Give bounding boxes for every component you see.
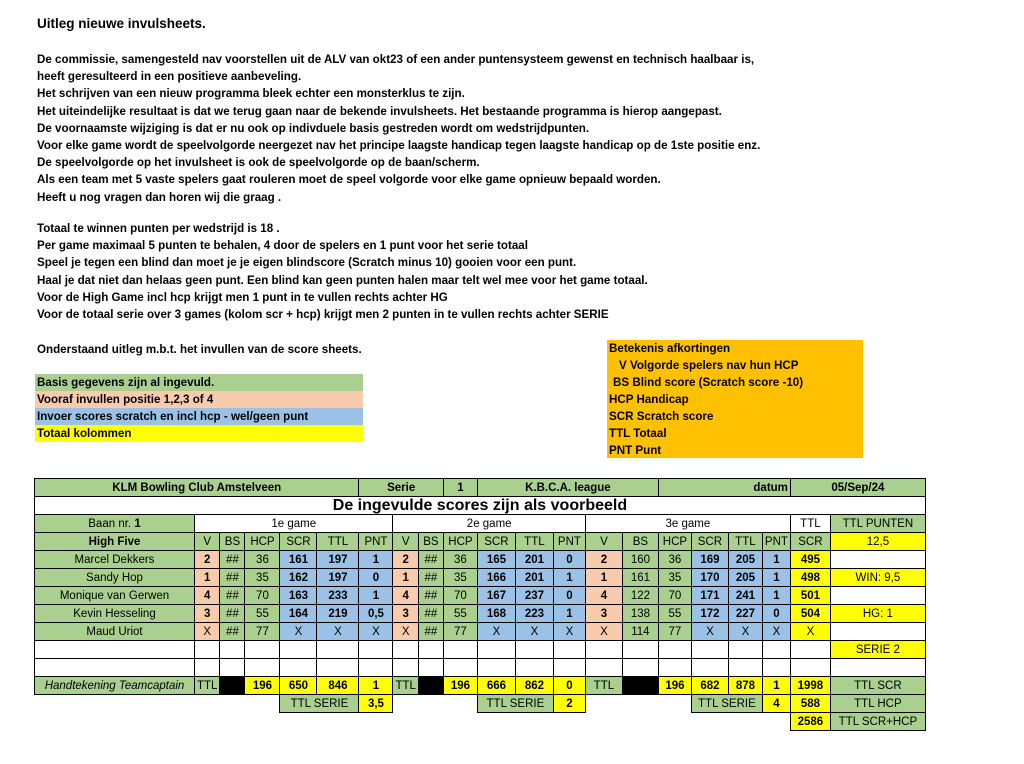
datum-value: 05/Sep/24 [790,479,925,497]
ttl-cell[interactable]: 219 [317,605,359,623]
abbr-title: Betekenis afkortingen [609,342,731,355]
black-cell [622,677,658,695]
table-row [35,569,926,587]
pos-cell[interactable]: 4 [585,587,622,605]
col-header: TTL [728,533,762,551]
ttl-ttl: 862 [515,677,553,695]
abbr-bs: BS Blind score (Scratch score -10) [613,376,804,389]
ttl-cell[interactable]: X [317,623,359,641]
pos-cell[interactable]: X [585,623,622,641]
ttl-cell[interactable]: 201 [515,551,553,569]
legend-vooraf: Vooraf invullen positie 1,2,3 of 4 [35,391,363,408]
pos-cell[interactable]: 4 [195,587,220,605]
col-header: PNT [359,533,393,551]
scr-cell[interactable]: 167 [477,587,515,605]
scr-cell[interactable]: 163 [280,587,317,605]
col-header: SCR [280,533,317,551]
pos-cell[interactable]: 1 [393,569,418,587]
pnt-cell[interactable]: 0,5 [359,605,393,623]
hcp-cell: 35 [443,569,477,587]
game-2-header: 2e game [393,515,585,533]
intro-line: Voor elke game wordt de speelvolgorde neergezet nav het principe laagste handicap tegen laagste handicap op de 1ste positie enz. [37,139,761,153]
abbr-ttl: TTL Totaal [609,427,667,440]
rule-line: Voor de High Game incl hcp krijgt men 1 punt in te vullen rechts achter HG [37,290,448,304]
team-name: High Five [35,533,195,551]
grand-hcp-value: 588 [790,695,830,713]
ttl-cell[interactable]: 197 [317,569,359,587]
rule-line: Voor de totaal serie over 3 games (kolom scr + hcp) krijgt men 2 punten in te vullen rechts achter SERIE [37,308,609,322]
pnt-cell[interactable]: 0 [553,551,585,569]
scr-cell[interactable]: 162 [280,569,317,587]
scr-cell[interactable]: 164 [280,605,317,623]
player-name: Maud Uriot [35,623,195,641]
ttl-cell[interactable]: 227 [728,605,762,623]
bs-cell: ## [418,623,443,641]
pnt-cell[interactable]: X [762,623,790,641]
hcp-cell: 36 [443,551,477,569]
black-cell [418,677,443,695]
pos-cell[interactable]: 2 [195,551,220,569]
col-header: HCP [658,533,691,551]
legend-totaal: Totaal kolommen [35,425,363,442]
club-name: KLM Bowling Club Amstelveen [35,479,359,497]
datum-label: datum [658,479,790,497]
bs-cell: ## [220,605,245,623]
col-header: V [585,533,622,551]
ttl-punten-header: TTL PUNTEN [830,515,925,533]
ttl-punten-value[interactable]: 12,5 [830,533,925,551]
bs-cell: ## [418,605,443,623]
col-header: SCR [477,533,515,551]
bs-cell: ## [418,587,443,605]
page-title: Uitleg nieuwe invulsheets. [37,16,206,31]
bs-cell: ## [220,569,245,587]
bs-cell: 114 [622,623,658,641]
pos-cell[interactable]: 1 [585,569,622,587]
game-1-header: 1e game [195,515,393,533]
pnt-cell[interactable]: 1 [553,605,585,623]
player-name: Marcel Dekkers [35,551,195,569]
serie-label: Serie [359,479,443,497]
bs-cell: ## [220,623,245,641]
abbreviation-legend [607,340,863,458]
grand-hcp-label: TTL HCP [830,695,925,713]
legend-invoer: Invoer scores scratch en incl hcp - wel/geen punt [35,408,363,425]
rule-line: Haal je dat niet dan helaas geen punt. Een blind kan geen punten halen maar telt wel mee voor het game totaal. [37,273,648,287]
grand-row [35,713,926,731]
bs-cell: 122 [622,587,658,605]
player-total: X [790,623,830,641]
hcp-cell: 70 [245,587,280,605]
bs-cell: 138 [622,605,658,623]
example-banner: De ingevulde scores zijn als voorbeeld [35,497,926,515]
side-cell [830,551,925,569]
ttl-hcp: 196 [443,677,477,695]
grand-scr-value: 1998 [790,677,830,695]
black-cell [220,677,245,695]
pos-cell[interactable]: 1 [195,569,220,587]
col-header: BS [622,533,658,551]
win-cell[interactable]: WIN: 9,5 [830,569,925,587]
ttl-pnt[interactable]: 1 [359,677,393,695]
legend-basis: Basis gegevens zijn al ingevuld. [35,374,363,391]
hcp-cell: 77 [658,623,691,641]
pos-cell[interactable]: 3 [585,605,622,623]
scr-cell[interactable]: X [477,623,515,641]
serie-cell[interactable]: SERIE 2 [830,641,925,659]
scr-cell[interactable]: 169 [691,551,728,569]
col-header: V [195,533,220,551]
abbr-scr: SCR Scratch score [609,410,714,423]
pos-cell[interactable]: 2 [585,551,622,569]
ttl-ttl: 846 [317,677,359,695]
pnt-cell[interactable]: 0 [553,587,585,605]
player-total: 504 [790,605,830,623]
player-name: Monique van Gerwen [35,587,195,605]
intro-line: De speelvolgorde op het invulsheet is ook de speelvolgorde op de baan/scherm. [37,156,480,170]
grand-scr-label: TTL SCR [830,677,925,695]
scr-cell[interactable]: 172 [691,605,728,623]
hcp-cell: 77 [245,623,280,641]
col-header: SCR [691,533,728,551]
side-cell [830,587,925,605]
pos-cell[interactable]: 4 [393,587,418,605]
intro-line: heeft geresulteerd in een positieve aanbeveling. [37,70,302,84]
pos-cell[interactable]: 2 [393,551,418,569]
pnt-cell[interactable]: X [553,623,585,641]
hcp-cell: 77 [443,623,477,641]
ttl-cell[interactable]: 205 [728,569,762,587]
intro-line: Het schrijven van een nieuw programma bleek echter een monsterklus te zijn. [37,87,465,101]
col-header: PNT [762,533,790,551]
ttl-pnt[interactable]: 0 [553,677,585,695]
table-row [35,623,926,641]
player-name: Sandy Hop [35,569,195,587]
scr-cell[interactable]: 168 [477,605,515,623]
hcp-cell: 70 [443,587,477,605]
serie-row [35,695,926,713]
bs-cell: ## [418,551,443,569]
grand-total-label: TTL SCR+HCP [830,713,925,731]
intro-paragraph [37,51,760,206]
baan-number: 1 [134,517,141,530]
ttl-scr-header: SCR [790,533,830,551]
pnt-cell[interactable]: 1 [762,569,790,587]
table-row [35,587,926,605]
pnt-cell[interactable]: 1 [359,551,393,569]
rule-line: Totaal te winnen punten per wedstrijd is 18 . [37,222,280,235]
pnt-cell[interactable]: 1 [762,551,790,569]
grand-total-value: 2586 [790,713,830,731]
pnt-cell[interactable]: 1 [762,587,790,605]
player-total: 501 [790,587,830,605]
ttl-hcp: 196 [658,677,691,695]
side-cell [830,623,925,641]
hcp-cell: 36 [245,551,280,569]
bs-cell: ## [220,551,245,569]
ttl-ttl: 878 [728,677,762,695]
scr-cell[interactable]: 165 [477,551,515,569]
abbr-hcp: HCP Handicap [609,393,689,406]
pos-cell[interactable]: X [195,623,220,641]
hcp-cell: 36 [658,551,691,569]
bs-cell: ## [220,587,245,605]
intro-line: Heeft u nog vragen dan horen wij die graag . [37,190,282,204]
col-header: HCP [245,533,280,551]
baan-cell [35,515,195,533]
ttl-serie-value: 3,5 [359,695,393,713]
ttl-label: TTL [195,677,220,695]
intro-line: Als een team met 5 vaste spelers gaat rouleren moet de speel volgorde voor elke game opnieuw bepaald worden. [37,173,661,187]
ttl-cell[interactable]: X [515,623,553,641]
league-name: K.B.C.A. league [477,479,658,497]
player-name: Kevin Hesseling [35,605,195,623]
ttl-serie-value: 2 [553,695,585,713]
hcp-cell: 70 [658,587,691,605]
hcp-cell: 55 [658,605,691,623]
col-header: BS [220,533,245,551]
baan-label: Baan nr. [88,517,132,530]
pos-cell[interactable]: 3 [393,605,418,623]
player-total: 495 [790,551,830,569]
ttl-header: TTL [790,515,830,533]
col-header: PNT [553,533,585,551]
intro-line: De commissie, samengesteld nav voorstellen uit de ALV van okt23 of een ander puntensysteem gewenst en technisch haalbaar is, [37,53,755,66]
ttl-serie-value: 4 [762,695,790,713]
col-header: HCP [443,533,477,551]
col-header: TTL [515,533,553,551]
game-3-header: 3e game [585,515,790,533]
empty-row [35,641,926,659]
scr-cell[interactable]: 171 [691,587,728,605]
ttl-serie-label: TTL SERIE [280,695,359,713]
scr-cell[interactable]: 161 [280,551,317,569]
scr-cell[interactable]: 166 [477,569,515,587]
pnt-cell[interactable]: 0 [359,569,393,587]
serie-value: 1 [443,479,477,497]
empty-row [35,659,926,677]
ttl-pnt[interactable]: 1 [762,677,790,695]
ttl-scr: 682 [691,677,728,695]
ttl-cell[interactable]: 205 [728,551,762,569]
col-header: TTL [317,533,359,551]
intro-line: De voornaamste wijziging is dat er nu ook op indivduele basis gestreden wordt om wedstrijdpunten. [37,121,590,135]
pnt-cell[interactable]: 0 [762,605,790,623]
abbr-v: V Volgorde spelers nav hun HCP [619,359,799,372]
hcp-cell: 55 [245,605,280,623]
scr-cell[interactable]: X [691,623,728,641]
pnt-cell[interactable]: 1 [553,569,585,587]
col-header: V [393,533,418,551]
totals-row [35,677,926,695]
ttl-cell[interactable]: 237 [515,587,553,605]
ttl-serie-label: TTL SERIE [691,695,762,713]
hcp-cell: 55 [443,605,477,623]
ttl-cell[interactable]: 233 [317,587,359,605]
intro-line: Het uiteindelijke resultaat is dat we terug gaan naar de bekende invulsheets. Het bestaande programma is hierop aangepast. [37,104,722,118]
ttl-hcp: 196 [245,677,280,695]
player-total: 498 [790,569,830,587]
hg-cell[interactable]: HG: 1 [830,605,925,623]
explain-line: Onderstaand uitleg m.b.t. het invullen van de score sheets. [37,343,362,356]
ttl-cell[interactable]: 223 [515,605,553,623]
pnt-cell[interactable]: X [359,623,393,641]
col-header: BS [418,533,443,551]
bs-cell: ## [418,569,443,587]
ttl-label: TTL [585,677,622,695]
rule-line: Speel je tegen een blind dan moet je je eigen blindscore (Scratch minus 10) gooien voor een punt. [37,256,577,270]
score-sheet [34,478,926,731]
sheet-header-row [35,479,926,497]
rule-line: Per game maximaal 5 punten te behalen, 4 door de spelers en 1 punt voor het serie totaal [37,239,528,253]
scr-cell[interactable]: 170 [691,569,728,587]
color-legend [35,374,363,442]
table-row [35,551,926,569]
rules-paragraph [37,220,648,323]
ttl-scr: 650 [280,677,317,695]
ttl-scr: 666 [477,677,515,695]
signature-label: Handtekening Teamcaptain [35,677,195,695]
ttl-cell[interactable]: X [728,623,762,641]
pnt-cell[interactable]: 1 [359,587,393,605]
bs-cell: 161 [622,569,658,587]
scr-cell[interactable]: X [280,623,317,641]
ttl-cell[interactable]: 201 [515,569,553,587]
ttl-cell[interactable]: 241 [728,587,762,605]
hcp-cell: 35 [658,569,691,587]
table-row [35,605,926,623]
pos-cell[interactable]: X [393,623,418,641]
ttl-serie-label: TTL SERIE [477,695,553,713]
ttl-cell[interactable]: 197 [317,551,359,569]
hcp-cell: 35 [245,569,280,587]
bs-cell: 160 [622,551,658,569]
pos-cell[interactable]: 3 [195,605,220,623]
ttl-label: TTL [393,677,418,695]
abbr-pnt: PNT Punt [609,444,662,457]
